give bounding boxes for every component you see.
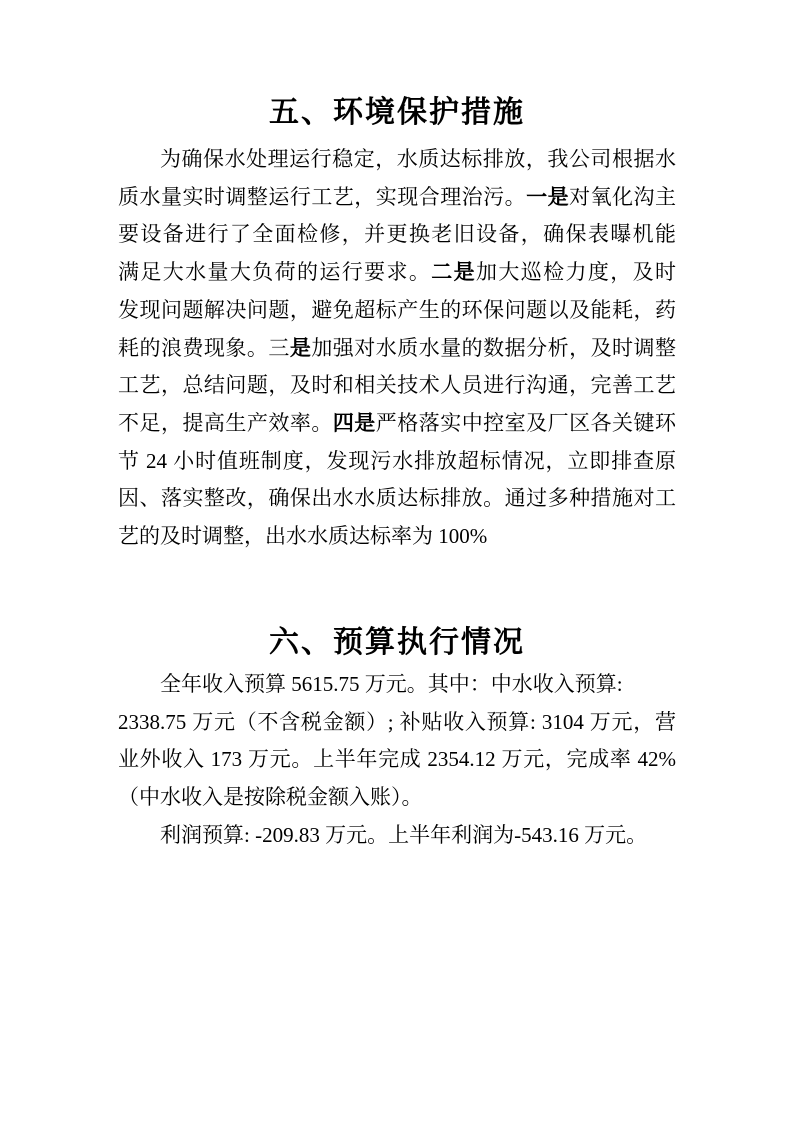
text-run: 加大巡检力度，及时 bbox=[476, 260, 676, 285]
text-run: 利润预算: -209.83 万元。上半年利润为-543.16 万元。 bbox=[160, 822, 648, 847]
text-line bbox=[118, 292, 676, 330]
text-run: 要设备进行了全面检修，并更换老旧设备，确保表曝机能 bbox=[118, 222, 676, 247]
text-run: 不足，提高生产效率。 bbox=[118, 410, 333, 435]
text-run: 耗的浪费现象。三 bbox=[118, 335, 290, 360]
bold-text-run: 二是 bbox=[431, 260, 476, 285]
section-6-heading: 六、预算执行情况 bbox=[269, 626, 525, 659]
text-run: 对氧化沟主 bbox=[569, 184, 677, 209]
text-run: 业外收入 173 万元。上半年完成 2354.12 万元，完成率 42% bbox=[118, 747, 676, 772]
text-line bbox=[118, 405, 676, 443]
text-line bbox=[118, 216, 676, 254]
section-6-body bbox=[118, 666, 676, 855]
section-5-heading: 五、环境保护措施 bbox=[269, 96, 525, 129]
text-run: 艺的及时调整，出水水质达标率为 100% bbox=[118, 524, 488, 549]
text-line bbox=[118, 254, 676, 292]
text-run: 全年收入预算 5615.75 万元。其中：中水收入预算: bbox=[160, 672, 623, 696]
text-line bbox=[118, 443, 676, 481]
bold-text-run: 一是 bbox=[526, 184, 570, 209]
text-line bbox=[118, 741, 676, 779]
text-line bbox=[118, 518, 676, 556]
text-line bbox=[118, 141, 676, 179]
text-run: （中水收入是按除税金额入账）。 bbox=[118, 785, 423, 810]
text-run: 质水量实时调整运行工艺，实现合理治污。 bbox=[118, 184, 527, 209]
text-line bbox=[118, 817, 676, 855]
text-run: 因、落实整改，确保出水水质达标排放。通过多种措施对工 bbox=[118, 486, 676, 511]
text-run: 加强对水质水量的数据分析，及时调整 bbox=[311, 335, 677, 360]
text-line bbox=[118, 666, 676, 704]
section-5-body bbox=[118, 141, 676, 556]
text-line bbox=[118, 179, 676, 217]
bold-text-run: 是 bbox=[289, 335, 312, 360]
text-line bbox=[118, 480, 676, 518]
text-run: 严格落实中控室及厂区各关键环 bbox=[375, 410, 677, 435]
text-run: 2338.75 万元（不含税金额）; 补贴收入预算: 3104 万元，营 bbox=[118, 709, 676, 734]
text-run: 为确保水处理运行稳定，水质达标排放，我公司根据水 bbox=[160, 147, 676, 171]
text-run: 工艺，总结问题，及时和相关技术人员进行沟通，完善工艺 bbox=[118, 373, 676, 398]
bold-text-run: 四是 bbox=[332, 410, 376, 435]
text-line bbox=[118, 704, 676, 742]
text-line bbox=[118, 330, 676, 368]
text-run: 节 24 小时值班制度，发现污水排放超标情况，立即排查原 bbox=[118, 448, 676, 473]
text-line bbox=[118, 779, 676, 817]
text-run: 满足大水量大负荷的运行要求。 bbox=[118, 260, 432, 285]
text-run: 发现问题解决问题，避免超标产生的环保问题以及能耗，药 bbox=[118, 297, 676, 322]
text-line bbox=[118, 367, 676, 405]
